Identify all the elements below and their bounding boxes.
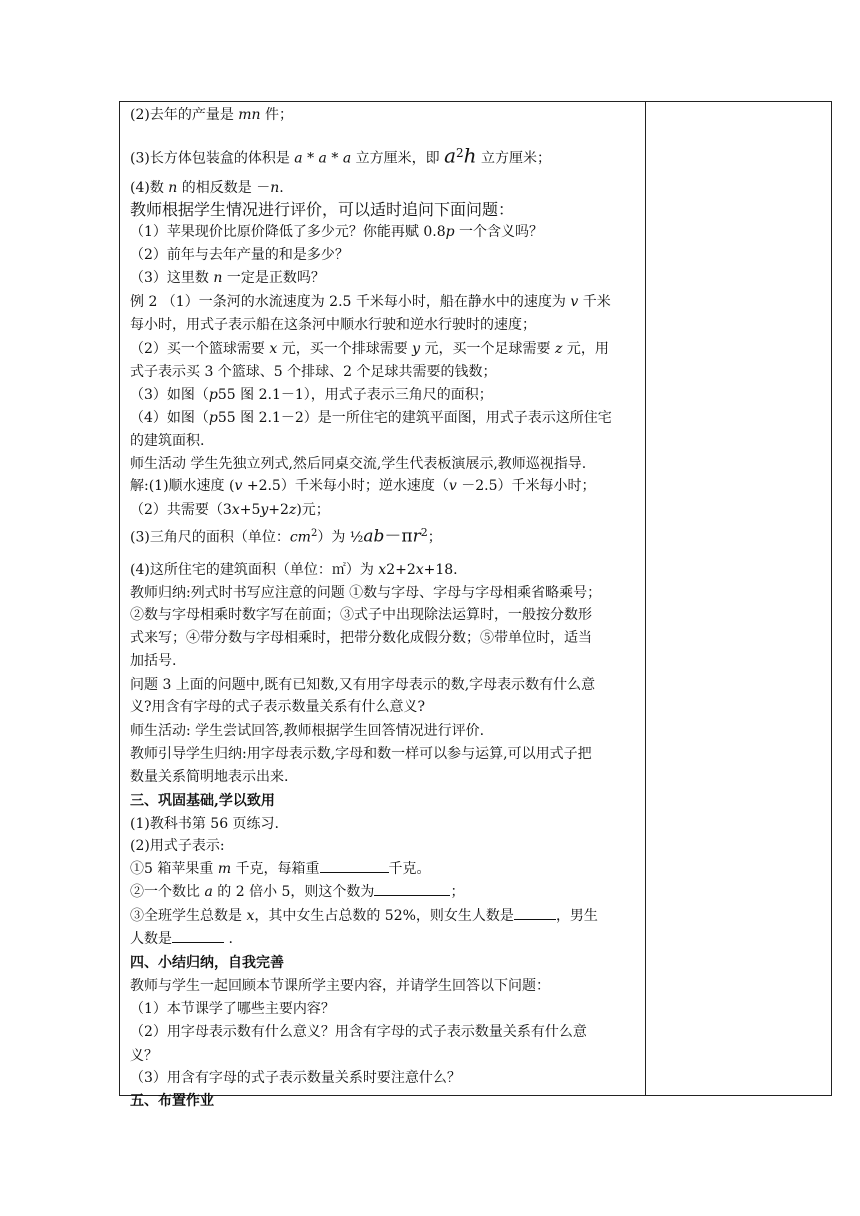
text-line [130,835,225,857]
text-line [130,1021,587,1043]
text-segment: 的建筑面积. [130,433,205,449]
text-segment: 55 图 2.1－1），用式子表示三角尺的面积； [217,387,493,403]
math-variable: a [444,143,457,168]
text-line [130,720,484,742]
text-line [130,338,609,360]
text-segment: 55 图 2.1－2）是一所住宅的建筑平面图，用式子表示这所住宅 [217,410,612,426]
text-line [130,199,514,221]
text-line [130,291,611,313]
text-line [130,142,551,170]
text-segment: ）为 ½ [317,529,364,546]
text-segment: ，其中女生占总数的 52%，则女生人数是 [254,908,514,924]
math-variable: x [246,908,255,924]
text-segment: （3）这里数 [130,270,214,286]
text-line [130,384,493,406]
text-segment: 2 [420,526,428,539]
text-line [130,104,293,126]
text-line [130,522,442,549]
math-variable: y [260,502,269,518]
text-line [130,1045,158,1067]
answer-blank [172,928,224,943]
text-segment: 教师归纳:列式时书写应注意的问题 ①数与字母、字母与字母相乘省略乘号； [130,585,602,601]
text-segment: . [279,180,284,196]
section-heading [130,1090,214,1112]
text-segment: （4）如图（ [130,410,209,426]
text-segment: 元，买一个排球需要 [277,341,413,357]
math-variable: n [270,180,280,196]
math-variable: z [288,502,297,518]
text-segment: 一定是正数吗？ [222,270,325,286]
math-variable: x [378,562,387,578]
text-segment: 加括号. [130,653,177,669]
text-segment: (2)去年的产量是 [130,107,239,123]
math-variable: n [213,270,223,286]
column-divider [645,101,646,1096]
text-segment: 人数是 [130,931,172,947]
math-variable: a [318,150,327,167]
text-segment: 例 2 （1）一条河的水流速度为 2.5 千米每小时，船在静水中的速度为 [130,294,571,310]
math-variable: h [463,143,477,168]
text-segment: 义？ [130,1048,158,1064]
text-segment: 元，用 [562,341,609,357]
text-line [130,604,592,626]
text-segment: +18. [423,562,458,578]
text-segment: 教师与学生一起回顾本节课所学主要内容，并请学生回答以下问题： [130,978,550,994]
text-segment: (4)数 [130,180,169,196]
text-segment: * [326,150,343,167]
text-segment: . [224,931,233,947]
math-variable: x [231,502,240,518]
text-segment: (3)三角尺的面积（单位： [130,529,290,546]
math-variable: p [208,410,218,426]
math-variable: v [448,478,457,494]
text-line [130,244,349,266]
section-heading [130,952,284,974]
text-line [130,582,601,604]
text-segment: 立方厘米； [476,150,551,167]
math-variable: z [555,341,563,357]
text-segment: －2.5）千米每小时； [456,478,596,494]
text-line [130,928,233,950]
text-line [130,314,536,336]
text-segment: 2+2 [386,562,416,578]
text-line [130,453,586,475]
text-line [130,559,458,581]
text-segment: ； [450,884,465,900]
math-variable: a [342,150,352,167]
text-segment: （2）买一个篮球需要 [130,341,270,357]
text-line [130,905,598,927]
text-segment: 一个含义吗？ [454,224,544,240]
answer-blank [514,905,556,920]
text-segment: 的相反数是 － [177,180,271,196]
text-segment: 每小时，用式子表示船在这条河中顺水行驶和逆水行驶时的速度； [130,317,536,333]
text-segment: 的 2 倍小 5，则这个数为 [212,884,375,900]
text-segment: 四、小结归纳，自我完善 [130,955,284,971]
math-variable: p [208,387,218,403]
text-line [130,650,176,672]
text-segment: （3）用含有字母的式子表示数量关系时要注意什么？ [130,1070,461,1086]
text-segment: ③全班学生总数是 [130,908,247,924]
text-segment: －π [384,526,413,547]
math-variable: v [234,478,243,494]
text-line [130,177,284,199]
text-segment: 教师根据学生情况进行评价，可以适时追问下面问题： [130,200,515,219]
text-segment: 师生活动: 学生尝试回答,教师根据学生回答情况进行评价. [130,723,485,739]
math-variable: r [412,526,421,547]
text-segment: 2 [310,528,318,539]
text-segment: ②一个数比 [130,884,205,900]
text-segment: 2 [456,146,464,160]
math-variable: a [204,884,213,900]
text-segment: ②数与字母相乘时数字写在前面；③式子中出现除法运算时，一般按分数形 [130,607,592,623]
text-segment: 式来写；④带分数与字母相乘时，把带分数化成假分数；⑤带单位时，适当 [130,630,592,646]
text-segment: 五、布置作业 [130,1093,214,1109]
text-segment: ①5 箱苹果重 [130,861,218,877]
text-segment: ； [427,529,442,546]
text-segment: 元，买一个足球需要 [420,341,555,357]
text-segment: 件； [260,107,294,123]
text-line [130,475,595,497]
lesson-content [130,104,640,1109]
text-segment: ，男生 [555,908,598,924]
text-segment: 教师引导学生归纳:用字母表示数,字母和数一样可以参与运算,可以用式子把 [130,746,592,762]
text-line [130,267,325,289]
text-segment: 义?用含有字母的式子表示数量关系有什么意义? [130,699,426,715]
text-segment: (4)这所住宅的建筑面积（单位：㎡）为 [130,562,379,578]
text-segment: （2）共需要（3 [130,502,232,518]
text-line [130,1067,461,1089]
text-segment: （3）如图（ [130,387,209,403]
text-line [130,766,288,788]
math-variable: x [269,341,278,357]
math-variable: n [168,180,178,196]
text-segment: +5 [239,502,261,518]
text-segment: (2)用式子表示: [130,838,225,854]
text-segment: 问题 3 上面的问题中,既有已知数,又有用字母表示的数,字母表示数有什么意 [130,677,596,693]
math-variable: y [412,341,421,357]
math-variable: m [217,861,232,877]
text-segment: 师生活动 学生先独立列式,然后同桌交流,学生代表板演展示,教师巡视指导. [130,456,587,472]
text-line [130,813,279,835]
text-segment: 数量关系简明地表示出来. [130,769,289,785]
text-line [130,674,595,696]
text-line [130,858,431,880]
text-segment: * [302,150,319,167]
text-line [130,998,335,1020]
text-segment: (3)长方体包装盒的体积是 [130,150,295,167]
text-line [130,361,497,383]
math-variable: a [294,150,303,167]
answer-blank [320,858,389,873]
text-segment: (1)教科书第 56 页练习. [130,816,279,832]
text-segment: （2）前年与去年产量的和是多少？ [130,247,349,263]
text-segment: 立方厘米，即 [351,150,445,167]
text-line [130,627,592,649]
text-segment: 千克，每箱重 [231,861,320,877]
text-segment: )元； [296,502,330,518]
math-variable: v [570,294,579,310]
text-segment: 千克。 [388,861,431,877]
math-variable: mn [238,107,261,123]
math-variable: ab [363,526,385,547]
math-variable: x [415,562,424,578]
answer-blank [374,881,450,896]
text-segment: 解:(1)顺水速度 ( [130,478,235,494]
section-heading [130,790,275,812]
text-segment: +2 [268,502,289,518]
text-line [130,221,543,243]
text-line [130,499,330,521]
text-line [130,407,612,429]
text-line [130,975,550,997]
text-line [130,881,464,903]
text-segment: +2.5）千米每小时；逆水速度（ [242,478,449,494]
text-segment: 式子表示买 3 个篮球、5 个排球、2 个足球共需要的钱数； [130,364,497,380]
text-segment: 千米 [578,294,611,310]
text-line [130,743,592,765]
text-segment: （1）苹果现价比原价降低了多少元？你能再赋 0.8 [130,224,446,240]
math-variable: p [445,224,455,240]
text-segment: 三、巩固基础,学以致用 [130,793,275,809]
text-line [130,696,425,718]
math-variable: cm [289,529,311,546]
text-line [130,430,204,452]
text-segment: （1）本节课学了哪些主要内容？ [130,1001,335,1017]
text-segment: （2）用字母表示数有什么意义？用含有字母的式子表示数量关系有什么意 [130,1024,587,1040]
